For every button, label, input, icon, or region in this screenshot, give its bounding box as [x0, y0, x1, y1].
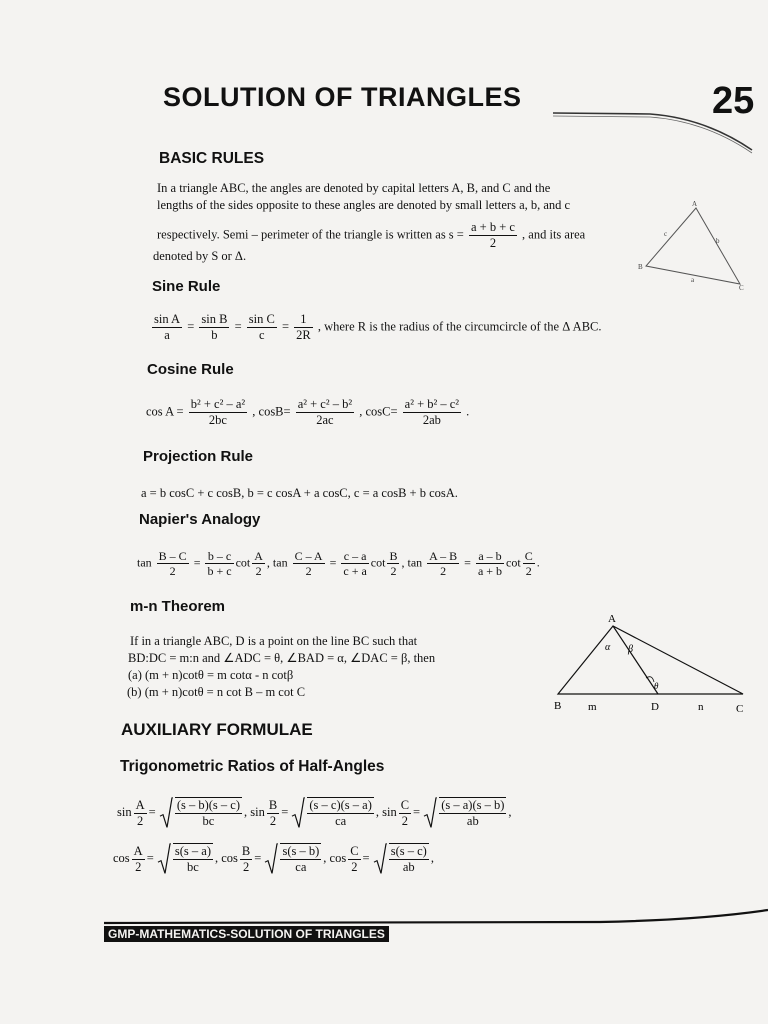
- segment-n-label: n: [698, 701, 704, 713]
- fraction-numerator: s(s – c): [390, 844, 427, 858]
- fraction-numerator: A – B: [429, 549, 458, 563]
- half-angle-a: [134, 798, 147, 829]
- side-a-label: a: [691, 276, 695, 284]
- fraction-numerator: (s – a)(s – b): [441, 798, 505, 812]
- equals-sign: =: [464, 555, 471, 570]
- half-angle-cosine-formulas: [113, 843, 434, 875]
- cot-label: cot: [235, 555, 251, 570]
- fraction-numerator: s(s – a): [174, 844, 211, 858]
- sqrt-sin-a: [159, 797, 244, 829]
- fraction-denominator: ca: [295, 860, 307, 874]
- segment-m-label: m: [588, 701, 597, 713]
- vertex-d-label: D: [651, 701, 659, 713]
- fraction-numerator: A: [254, 549, 263, 563]
- basic-rules-line-4: denoted by S or Δ.: [153, 249, 247, 263]
- comma: ,: [244, 804, 248, 819]
- fraction-numerator: C – A: [294, 549, 323, 563]
- chapter-title: SOLUTION OF TRIANGLES: [163, 82, 522, 112]
- radical-icon: [373, 843, 387, 875]
- fraction-numerator: 1: [294, 312, 313, 328]
- fraction-denominator: 2: [351, 859, 358, 874]
- equals-sign: =: [148, 804, 156, 819]
- sine-rule-heading: Sine Rule: [152, 278, 221, 295]
- basic-rules-line-2: lengths of the sides opposite to these angles are denoted by small letters a, b, and c: [157, 198, 571, 212]
- cos-c-label: , cosC=: [359, 404, 398, 419]
- radical-icon: [157, 843, 171, 875]
- sqrt-cos-b: [264, 843, 323, 875]
- sine-b-fraction: [199, 312, 229, 343]
- comma: ,: [401, 555, 405, 570]
- sine-a-fraction: [152, 312, 182, 343]
- cos-label: cos: [221, 850, 238, 865]
- fraction-denominator: bc: [202, 814, 215, 828]
- chapter-number: 25: [712, 80, 755, 122]
- half-angle-c: [399, 798, 411, 829]
- equals-sign: =: [254, 850, 262, 865]
- half-angle-c: [348, 844, 360, 875]
- half-angle-b: [240, 844, 252, 875]
- cot-label: cot: [506, 555, 521, 570]
- half-angle-b: [267, 798, 279, 829]
- equals-sign: =: [234, 319, 242, 334]
- vertex-a-label: A: [608, 613, 616, 625]
- fraction-denominator: a + b: [477, 564, 503, 579]
- cos-a-label: cos A =: [146, 404, 184, 419]
- header-underline: [0, 0, 768, 160]
- half-angle-fraction: [252, 549, 265, 579]
- cos-c-fraction: [403, 397, 461, 428]
- fraction-numerator: (s – b)(s – c): [176, 798, 240, 812]
- equals-sign: =: [329, 555, 337, 570]
- basic-rules-heading: BASIC RULES: [159, 150, 265, 167]
- fraction-numerator: s(s – b): [282, 844, 320, 858]
- fraction-denominator: 2: [390, 564, 397, 579]
- fraction-numerator: (s – c)(s – a): [309, 798, 372, 812]
- footer-label: GMP-MATHEMATICS-SOLUTION OF TRIANGLES: [104, 926, 389, 942]
- cos-label: cos: [329, 850, 347, 865]
- fraction-numerator: B – C: [158, 549, 187, 563]
- alpha-angle-label: α: [605, 642, 611, 653]
- fraction-numerator: a² + c² – b²: [297, 397, 353, 411]
- fraction-denominator: 2: [135, 859, 142, 874]
- area-text: , and its area: [522, 227, 586, 242]
- fraction-denominator: 2ab: [422, 413, 441, 427]
- sin-label: sin: [250, 804, 265, 819]
- equals-sign: =: [413, 804, 421, 819]
- beta-angle-label: β: [628, 644, 633, 655]
- equals-sign: =: [281, 319, 289, 334]
- cos-a-fraction: [189, 397, 247, 428]
- cos-b-label: , cosB=: [252, 404, 291, 419]
- ab-half-fraction: [427, 549, 459, 579]
- fraction-numerator: B: [389, 549, 398, 563]
- sine-rule-formula: [150, 312, 602, 343]
- half-angle-sine-formulas: [117, 797, 512, 829]
- fraction-numerator: b – c: [205, 549, 233, 564]
- fraction-denominator: 2: [136, 813, 144, 828]
- equals-sign: =: [193, 555, 201, 570]
- cos-label: cos: [113, 850, 130, 865]
- fraction-numerator: sin B: [201, 312, 228, 326]
- equals-sign: =: [281, 804, 289, 819]
- mn-theorem-figure: [548, 608, 760, 718]
- equals-sign: =: [146, 850, 154, 865]
- vertex-c-label: C: [739, 284, 744, 292]
- sin-label: sin: [382, 804, 397, 819]
- fraction-denominator: 2: [489, 236, 497, 250]
- comma: ,: [323, 850, 327, 865]
- half-angles-subheading: Trigonometric Ratios of Half-Angles: [120, 758, 385, 775]
- comma: ,: [430, 850, 434, 865]
- vertex-c-label: C: [736, 703, 744, 715]
- side-b-label: b: [716, 237, 720, 245]
- cosine-rule-formula: [146, 397, 469, 428]
- fraction-denominator: b + c: [207, 564, 232, 579]
- napier-formula: [137, 549, 540, 579]
- fraction-denominator: 2: [269, 813, 277, 828]
- radical-icon: [264, 843, 278, 875]
- side-c-label: c: [664, 230, 668, 238]
- radical-icon: [291, 797, 305, 829]
- comma: ,: [215, 850, 219, 865]
- fraction-numerator: a² + b² – c²: [404, 397, 460, 411]
- half-angle-fraction: [387, 549, 399, 579]
- mn-theorem-line-1: If in a triangle ABC, D is a point on the line BC such that: [130, 634, 418, 648]
- fraction-denominator: 2ac: [316, 413, 334, 427]
- circumradius-text: , where R is the radius of the circumcircle of the Δ ABC.: [317, 319, 602, 334]
- projection-rule-formula: a = b cosC + c cosB, b = c cosA + a cosC, c = a cosB + b cosA.: [141, 486, 458, 500]
- fraction-denominator: 2: [305, 564, 312, 579]
- mn-theorem-line-2: BD:DC = m:n and ∠ADC = θ, ∠BAD = α, ∠DAC = β, then: [128, 651, 436, 665]
- comma: ,: [508, 804, 512, 819]
- period: .: [466, 404, 470, 419]
- half-angle-fraction: [523, 549, 535, 579]
- sqrt-cos-c: [373, 843, 431, 875]
- fraction-denominator: 2: [169, 564, 176, 579]
- cot-label: cot: [370, 555, 386, 570]
- sqrt-sin-b: [291, 797, 375, 829]
- vertex-b-label: B: [638, 263, 643, 271]
- triangle-abc-figure: [636, 196, 748, 292]
- vertex-b-label: B: [554, 700, 562, 712]
- fraction-numerator: sin C: [248, 312, 275, 326]
- fraction-numerator: b² + c² – a²: [190, 397, 246, 411]
- fraction-numerator: B: [268, 797, 278, 812]
- tan-label: tan: [272, 555, 288, 570]
- fraction-denominator: c: [259, 328, 265, 342]
- fraction-denominator: a: [164, 328, 170, 342]
- fraction-denominator: b: [211, 328, 218, 342]
- semi-perimeter-text: respectively. Semi – perimeter of the triangle is written as s =: [157, 227, 464, 242]
- equals-sign: =: [187, 319, 195, 334]
- fraction-denominator: 2R: [296, 328, 311, 342]
- fraction-numerator: B: [241, 843, 251, 858]
- fraction-denominator: ab: [402, 860, 415, 874]
- comma: ,: [375, 804, 379, 819]
- cos-b-fraction: [296, 397, 354, 428]
- bc-half-fraction: [157, 549, 189, 579]
- theta-angle-label: θ: [654, 681, 659, 691]
- napier-heading: Napier's Analogy: [139, 511, 261, 528]
- fraction-numerator: C: [400, 797, 410, 812]
- basic-rules-line-1: In a triangle ABC, the angles are denoted by capital letters A, B, and C and the: [157, 181, 551, 195]
- semi-perimeter-fraction: [469, 220, 517, 251]
- mn-theorem-line-3: (a) (m + n)cotθ = m cotα - n cotβ: [128, 668, 294, 682]
- side-ratio-fraction: [205, 549, 233, 579]
- fraction-denominator: 2: [242, 859, 250, 874]
- fraction-denominator: 2: [255, 564, 262, 579]
- one-over-2r-fraction: [294, 312, 313, 343]
- vertex-a-label: A: [692, 200, 698, 208]
- fraction-numerator: a + b + c: [470, 220, 515, 234]
- mn-theorem-heading: m-n Theorem: [130, 598, 226, 615]
- fraction-denominator: 2: [401, 813, 408, 828]
- sqrt-sin-c: [423, 797, 508, 829]
- tan-label: tan: [137, 555, 152, 570]
- radical-icon: [159, 797, 173, 829]
- fraction-numerator: C: [524, 549, 533, 563]
- fraction-numerator: sin A: [154, 312, 181, 326]
- sin-label: sin: [117, 804, 132, 819]
- fraction-numerator: C: [350, 843, 359, 858]
- radical-icon: [423, 797, 437, 829]
- comma: ,: [266, 555, 270, 570]
- ca-half-fraction: [293, 549, 325, 579]
- cosine-rule-heading: Cosine Rule: [147, 361, 234, 378]
- fraction-numerator: c – a: [341, 549, 368, 564]
- fraction-denominator: 2: [525, 564, 532, 579]
- period: .: [536, 555, 540, 570]
- fraction-numerator: a – b: [476, 549, 504, 564]
- fraction-denominator: ca: [335, 814, 347, 828]
- side-ratio-fraction: [476, 549, 504, 579]
- fraction-denominator: ab: [466, 814, 479, 828]
- mn-theorem-line-4: (b) (m + n)cotθ = n cot B – m cot C: [127, 685, 306, 699]
- tan-label: tan: [407, 555, 423, 570]
- projection-rule-heading: Projection Rule: [143, 448, 254, 465]
- fraction-numerator: A: [135, 797, 145, 812]
- fraction-denominator: c + a: [343, 564, 367, 579]
- sqrt-cos-a: [157, 843, 215, 875]
- fraction-numerator: A: [133, 843, 143, 858]
- auxiliary-heading: AUXILIARY FORMULAE: [121, 720, 313, 739]
- sine-c-fraction: [247, 312, 277, 343]
- equals-sign: =: [362, 850, 370, 865]
- fraction-denominator: 2bc: [208, 413, 227, 427]
- fraction-denominator: bc: [187, 860, 199, 874]
- fraction-denominator: 2: [440, 564, 447, 579]
- side-ratio-fraction: [341, 549, 368, 579]
- half-angle-a: [132, 844, 145, 875]
